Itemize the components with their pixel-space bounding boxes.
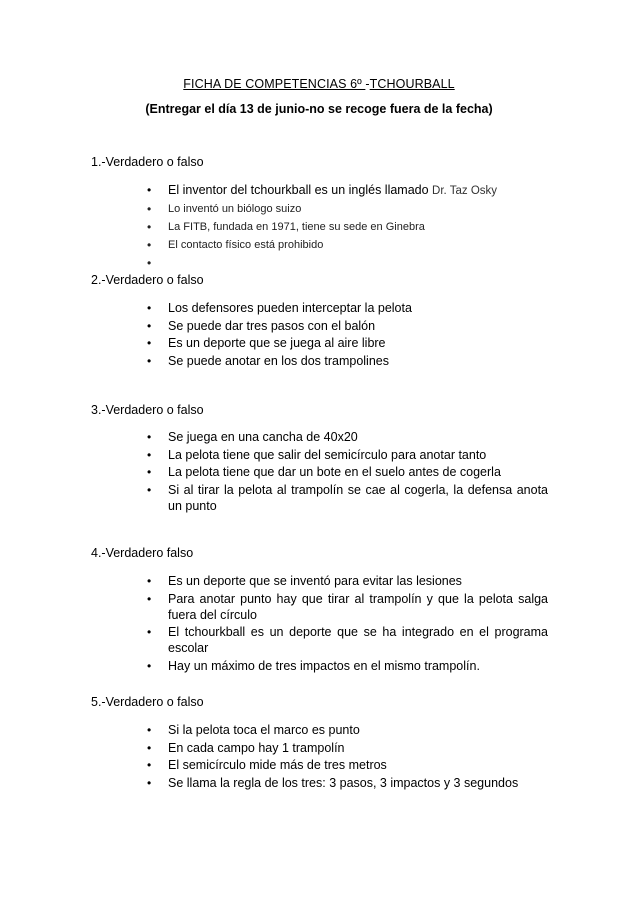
bullet-icon: • [147, 625, 152, 639]
bullet-icon: • [147, 775, 152, 790]
section-heading: 3.-Verdadero o falso [91, 403, 204, 417]
item-text: Es un deporte que se inventó para evitar las lesiones [168, 574, 462, 588]
bullet-icon: • [147, 301, 152, 315]
item-text: Los defensores pueden interceptar la pelota [168, 301, 412, 315]
list-item [0, 464, 548, 480]
bullet-icon: • [147, 201, 152, 216]
item-text: Si la pelota toca el marco es punto [168, 723, 360, 737]
section-heading: 1.-Verdadero o falso [91, 155, 204, 169]
item-text: La pelota tiene que dar un bote en el suelo antes de cogerla [168, 465, 501, 479]
list-item [0, 201, 548, 218]
item-text: En cada campo hay 1 trampolín [168, 740, 345, 755]
item-text: Para anotar punto hay que tirar al trampolín y que la pelota salga fuera del círculo [168, 591, 548, 622]
bullet-icon: • [147, 237, 152, 252]
item-text: El tchourkball es un deporte que se ha integrado en el programa escolar [168, 625, 548, 655]
section-heading: 4.-Verdadero falso [91, 546, 194, 560]
item-text: Se juega en una cancha de 40x20 [168, 430, 358, 444]
bullet-icon: • [147, 740, 152, 755]
item-text: El inventor del tchourkball es un inglés llamado [168, 183, 433, 197]
list-item [0, 775, 548, 791]
section-heading: 2.-Verdadero o falso [91, 273, 204, 287]
bullet-icon: • [147, 465, 152, 479]
section-items [0, 573, 638, 675]
section-items [0, 722, 638, 792]
list-item [0, 335, 548, 351]
list-item [0, 482, 548, 514]
section-items [0, 300, 638, 370]
list-item [0, 658, 548, 674]
bullet-icon: • [147, 318, 152, 333]
item-text: El semicírculo mide más de tres metros [168, 758, 387, 772]
list-item [0, 740, 548, 756]
item-text: Si al tirar la pelota al trampolín se cae al cogerla, la defensa anota un punto [168, 482, 548, 513]
list-item [0, 182, 548, 199]
item-extra: Dr. Taz Osky [432, 185, 498, 197]
title-prefix: FICHA DE COMPETENCIAS 6º [183, 77, 366, 91]
item-text: El contacto físico está prohibido [168, 238, 324, 251]
bullet-icon: • [147, 658, 152, 673]
section-items [0, 182, 638, 272]
list-item [0, 353, 548, 369]
item-text: Hay un máximo de tres impactos en el mismo trampolín. [168, 658, 480, 673]
document-subtitle: (Entregar el día 13 de junio-no se recoge fuera de la fecha) [145, 102, 493, 116]
list-item [0, 722, 548, 738]
item-text: Lo inventó un biólogo suizo [168, 202, 302, 215]
bullet-icon: • [147, 482, 152, 497]
list-item [0, 219, 548, 236]
item-text: Se puede dar tres pasos con el balón [168, 318, 376, 333]
list-item [0, 300, 548, 316]
bullet-icon: • [147, 183, 152, 197]
item-text: La FITB, fundada en 1971, tiene su sede en Ginebra [168, 220, 425, 233]
list-item [0, 757, 548, 773]
title-sport: TCHOURBALL [369, 77, 455, 91]
bullet-icon: • [147, 353, 152, 368]
bullet-icon: • [147, 723, 152, 737]
list-item [0, 573, 548, 589]
bullet-icon: • [147, 219, 152, 234]
title-dash: - [365, 77, 370, 91]
list-item [0, 429, 548, 445]
item-text: Es un deporte que se juega al aire libre [168, 336, 386, 350]
section-items [0, 429, 638, 515]
item-text: Se llama la regla de los tres: 3 pasos, 3 impactos y 3 segundos [168, 775, 519, 790]
list-item [0, 255, 548, 271]
bullet-icon: • [147, 591, 152, 606]
bullet-icon: • [147, 336, 152, 350]
list-item [0, 624, 548, 656]
bullet-icon: • [147, 447, 152, 462]
bullet-icon: • [147, 758, 152, 772]
bullet-icon: • [147, 430, 152, 444]
bullet-icon: • [147, 574, 152, 588]
list-item [0, 318, 548, 334]
section-heading: 5.-Verdadero o falso [91, 695, 204, 709]
list-item [0, 591, 548, 623]
list-item [0, 237, 548, 254]
list-item [0, 447, 548, 463]
item-text: La pelota tiene que salir del semicírculo para anotar tanto [168, 447, 487, 462]
bullet-icon: • [147, 255, 152, 270]
document-title [0, 77, 638, 91]
item-text: Se puede anotar en los dos trampolines [168, 353, 389, 368]
